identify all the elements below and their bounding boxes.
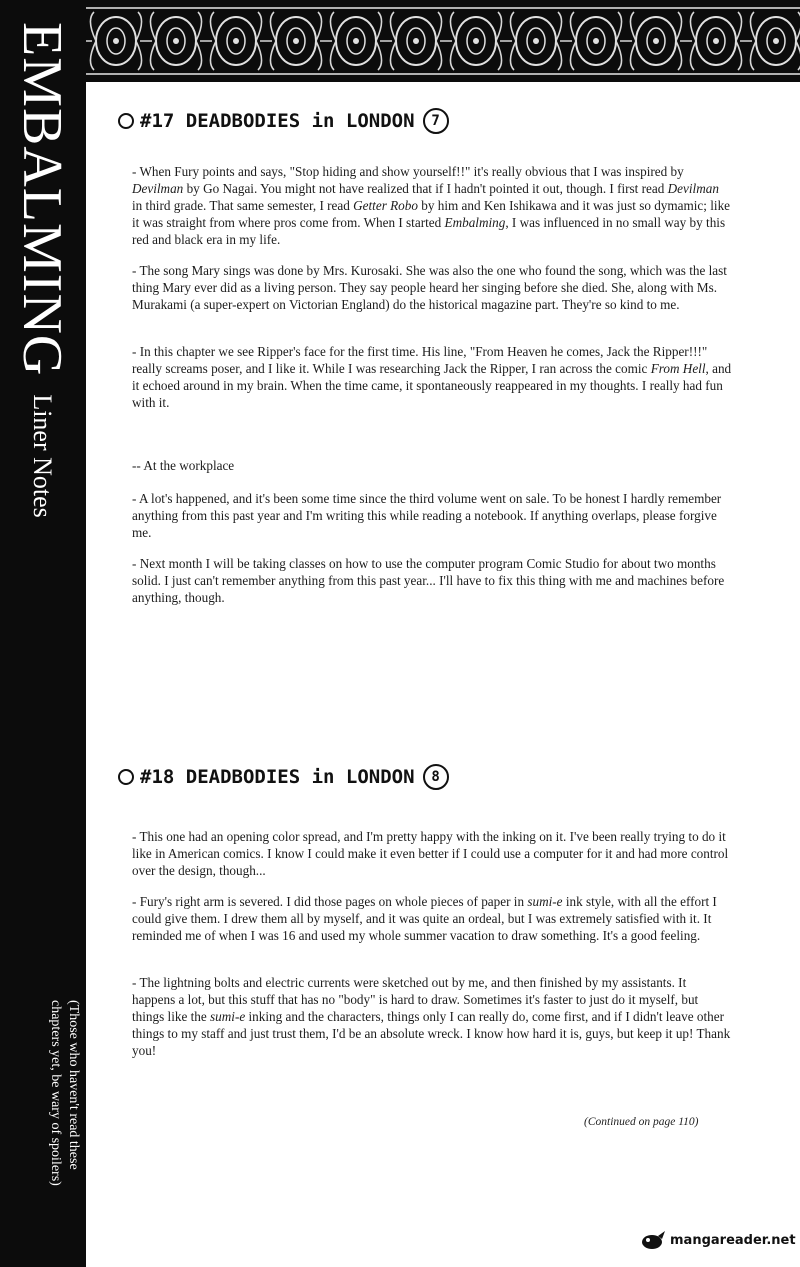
italic-title: sumi-e	[527, 894, 563, 909]
text-run: by him and Ken Ishikawa and it was just so dymamic; like it was straight from where pros come from. When I started	[132, 198, 731, 230]
sidebar-title	[11, 22, 73, 518]
italic-title: Getter Robo	[353, 198, 418, 213]
text-run: in third grade. That same semester, I read	[132, 198, 354, 213]
paragraph	[132, 974, 732, 1059]
watermark-text: mangareader.net	[670, 1232, 796, 1248]
spoiler-note-line1: (Those who haven't read these	[66, 1000, 81, 1170]
text-run: -- At the workplace	[132, 458, 235, 473]
text-run: - A lot's happened, and it's been some time since the third volume went on sale. To be honest I hardly remember anything from this past year and I'm writing this while reading a notebook. If anything overlaps, please forgive me.	[132, 491, 722, 540]
continued-note: (Continued on page 110)	[584, 1116, 699, 1128]
ornament-banner	[86, 0, 800, 82]
section-heading-text: #18 DEADBODIES in LONDON	[140, 766, 415, 788]
text-run: - Fury's right arm is severed. I did those pages on whole pieces of paper in	[132, 894, 528, 909]
text-run: ink style, with all the effort I could give them. I drew them all by myself, and it was quite an ordeal, but I was extremely satisfied with it. It reminded me of when I was 16 and used my whole summer vacation to draw something. It's a good feeling.	[132, 894, 717, 943]
italic-title: Devilman	[132, 181, 184, 196]
text-run: - The lightning bolts and electric currents were sketched out by me, and then finished by my assistants. It happens a lot, but this stuff that has no "body" is hard to draw. Sometimes it's faster to just do it myself, but things like the	[132, 975, 699, 1024]
italic-title: Embalming	[444, 215, 506, 230]
bullet-circle-icon	[118, 769, 134, 785]
italic-title: From Hell	[650, 361, 706, 376]
text-run: - The song Mary sings was done by Mrs. Kurosaki. She was also the one who found the song, which was the last thing Mary ever did as a living person. They say people heard her singing before she died. She, along with Ms. Murakami (a super-expert on Victorian England) do the historical magazine part. They're so kind to me.	[132, 263, 727, 312]
section-heading-17	[118, 108, 449, 134]
italic-title: Devilman	[667, 181, 719, 196]
text-run: by Go Nagai. You might not have realized that if I hadn't pointed it out, though. I first read	[183, 181, 668, 196]
ornament-pattern	[86, 0, 800, 82]
text-run: , I was influenced in no small way by this red and black era in my life.	[132, 215, 726, 247]
paragraph	[132, 457, 732, 474]
section-heading-text: #17 DEADBODIES in LONDON	[140, 110, 415, 132]
text-run: inking and the characters, things only I can really do, come first, and if I didn't leave other things to my staff and just trust them, I'd be an absolute wreck. I know how hard it is, guys, but keep it up! Thank you!	[132, 1009, 731, 1058]
paragraph	[132, 262, 732, 313]
circled-number-badge: 7	[423, 108, 449, 134]
italic-title: sumi-e	[210, 1009, 246, 1024]
text-run: - When Fury points and says, "Stop hiding and show yourself!!" it's really obvious that I was inspired by	[132, 164, 684, 179]
spoiler-note-line2: chapters yet, be wary of spoilers)	[48, 1000, 63, 1186]
title-embalming: EMBALMING	[11, 22, 73, 377]
text-run: - In this chapter we see Ripper's face for the first time. His line, "From Heaven he comes, Jack the Ripper!!!" really screams poser, and I like it. While I was researching Jack the Ripper, I ran across the comic	[132, 344, 708, 376]
text-run: - This one had an opening color spread, and I'm pretty happy with the inking on it. I've been really trying to do it like in American comics. I know I could make it even better if I could use a computer for it and had more control over the design, though...	[132, 829, 729, 878]
paragraph	[132, 893, 732, 944]
spoiler-note	[46, 1000, 82, 1186]
paragraph	[132, 828, 732, 879]
circled-number-badge: 8	[423, 764, 449, 790]
sidebar-band	[0, 0, 86, 1267]
paragraph	[132, 555, 732, 606]
paragraph	[132, 343, 732, 411]
bullet-circle-icon	[118, 113, 134, 129]
paragraph	[132, 163, 732, 248]
subtitle-liner-notes: Liner Notes	[28, 394, 57, 518]
section-heading-18	[118, 764, 449, 790]
watermark-mascot-icon	[640, 1230, 666, 1250]
text-run: , and it echoed around in my brain. When the time came, it spontaneously reappeared in my thoughts. I really had fun with it.	[132, 361, 732, 410]
paragraph	[132, 490, 732, 541]
watermark-logo	[640, 1230, 796, 1250]
text-run: - Next month I will be taking classes on how to use the computer program Comic Studio for about two months solid. I just can't remember anything from this past year... I'll have to fix this thing with me and machines before anything, though.	[132, 556, 725, 605]
